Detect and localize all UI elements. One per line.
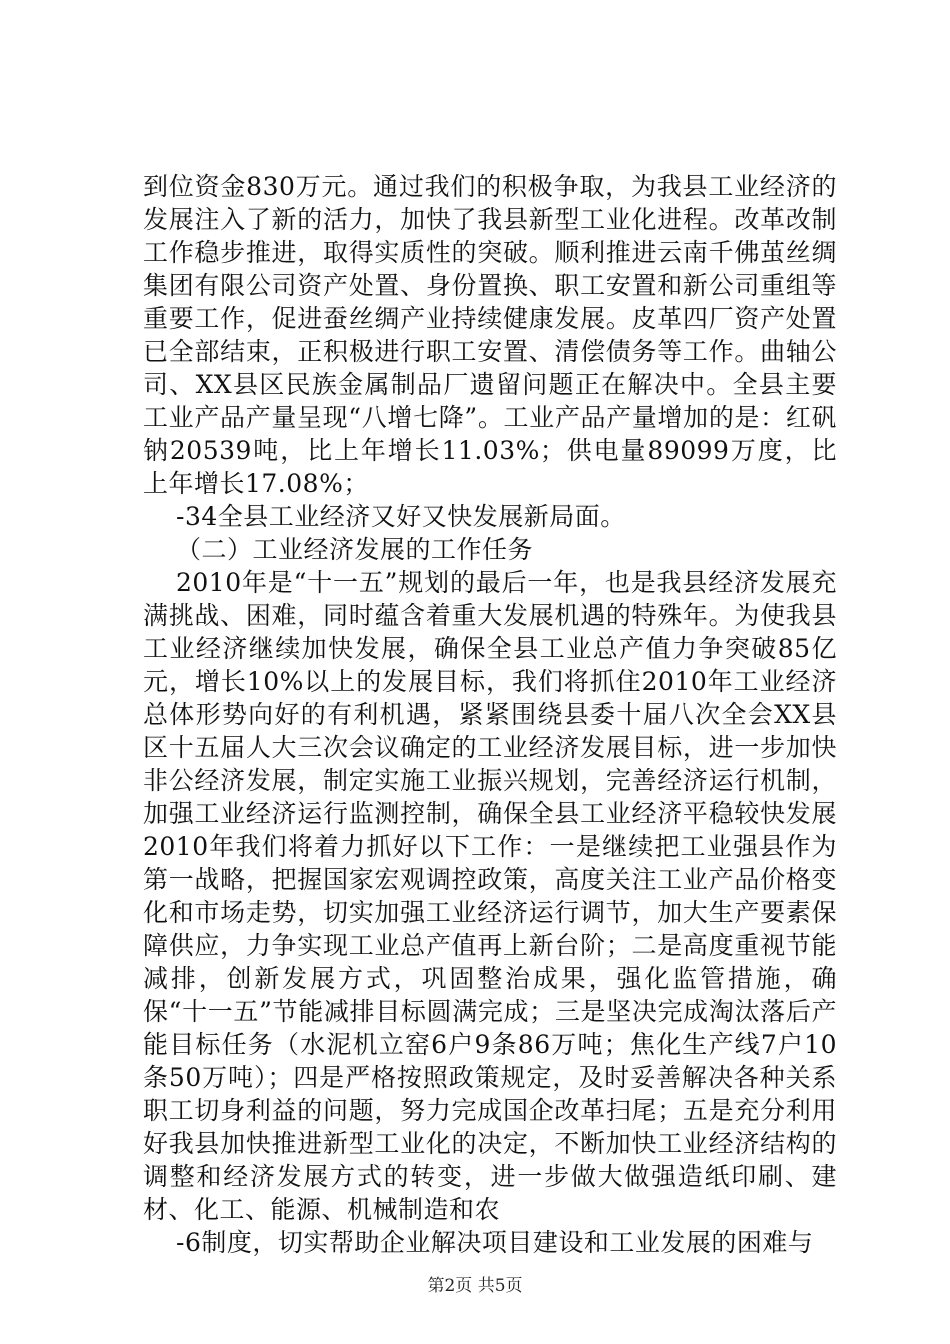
page-number-footer: 第2页 共5页 bbox=[427, 1276, 523, 1296]
paragraph-fragment-6: -6制度，切实帮助企业解决项目建设和工业发展的困难与 bbox=[176, 1228, 814, 1257]
section-heading-work-tasks: （二）工业经济发展的工作任务 bbox=[176, 535, 534, 564]
paragraph-fragment-34: -34全县工业经济又好又快发展新局面。 bbox=[176, 502, 626, 531]
paragraph-2010-tasks: 2010年是“十一五”规划的最后一年，也是我县经济发展充满挑战、困难，同时蕴含着重大发展机遇的特殊年。为使我县工业经济继续加快发展，确保全县工业总产值力争突破85亿元，增长10%以上的发展目标，我们将抓住2010年工业经济总体形势向好的有利机遇，紧紧围绕县委十届八次全会XX县区十五届人大三次会议确定的工业经济发展目标，进一步加快非公经济发展，制定实施工业振兴规划，完善经济运行机制，加强工业经济运行监测控制，确保全县工业经济平稳较快发展2010年我们将着力抓好以下工作：一是继续把工业强县作为第一战略，把握国家宏观调控政策，高度关注工业产品价格变化和市场走势，切实加强工业经济运行调节，加大生产要素保障供应，力争实现工业总产值再上新台阶；二是高度重视节能减排，创新发展方式，巩固整治成果，强化监管措施，确保“十一五”节能减排目标圆满完成；三是坚决完成淘汰落后产能目标任务（水泥机立窑6户9条86万吨；焦化生产线7户10条50万吨）；四是严格按照政策规定，及时妥善解决各种关系职工切身利益的问题，努力完成国企改革扫尾；五是充分利用好我县加快推进新型工业化的决定，不断加快工业经济结构的调整和经济发展方式的转变，进一步做大做强造纸印刷、建材、化工、能源、机械制造和农 bbox=[143, 568, 837, 1224]
paragraph-funding-and-reform: 到位资金830万元。通过我们的积极争取，为我县工业经济的发展注入了新的活力，加快了我县新型工业化进程。改革改制工作稳步推进，取得实质性的突破。顺利推进云南千佛茧丝绸集团有限公司资产处置、身份置换、职工安置和新公司重组等重要工作，促进蚕丝绸产业持续健康发展。皮革四厂资产处置已全部结束，正积极进行职工安置、清偿债务等工作。曲轴公司、XX县区民族金属制品厂遗留问题正在解决中。全县主要工业产品产量呈现“八增七降”。工业产品产量增加的是：红矾钠20539吨，比上年增长11.03%；供电量89099万度，比上年增长17.08%； bbox=[143, 172, 837, 498]
document-body bbox=[143, 170, 837, 1259]
